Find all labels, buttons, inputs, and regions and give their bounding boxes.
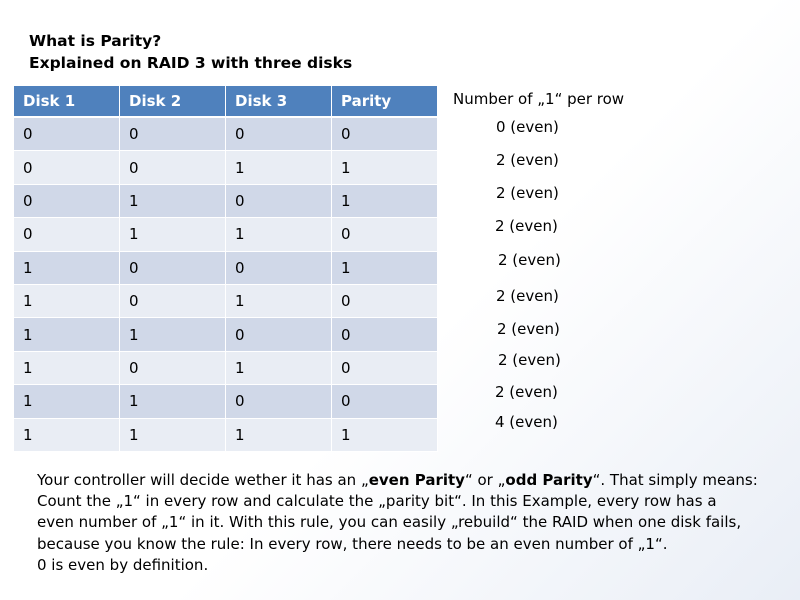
cell-disk-1: 1 xyxy=(14,419,120,452)
row-count: 0 (even) xyxy=(496,118,559,136)
explanation-line-3: even number of „1“ in it. With this rule, you can easily „rebuild“ the RAID when one disk fails, xyxy=(37,513,742,532)
even-parity-term: even Parity xyxy=(368,471,465,489)
cell-disk-2: 1 xyxy=(120,419,226,452)
row-count: 2 (even) xyxy=(496,287,559,305)
cell-disk-1: 0 xyxy=(14,151,120,184)
cell-disk-3: 1 xyxy=(226,285,332,318)
row-count: 2 (even) xyxy=(496,184,559,202)
row-count: 2 (even) xyxy=(496,151,559,169)
row-count: 2 (even) xyxy=(497,320,560,338)
table-row xyxy=(14,385,438,418)
odd-parity-term: odd Parity xyxy=(505,471,593,489)
row-count: 2 (even) xyxy=(495,383,558,401)
cell-disk-3: 1 xyxy=(226,218,332,251)
cell-parity: 0 xyxy=(332,318,438,351)
parity-table xyxy=(14,86,438,452)
cell-parity: 1 xyxy=(332,151,438,184)
row-count: 2 (even) xyxy=(498,351,561,369)
cell-disk-3: 1 xyxy=(226,352,332,385)
cell-disk-3: 1 xyxy=(226,419,332,452)
explanation-line-2: Count the „1“ in every row and calculate the „parity bit“. In this Example, every row has a xyxy=(37,492,717,511)
row-count: 4 (even) xyxy=(495,413,558,431)
table-row xyxy=(14,419,438,452)
count-header: Number of „1“ per row xyxy=(453,90,625,108)
table-row xyxy=(14,218,438,251)
cell-disk-1: 1 xyxy=(14,352,120,385)
cell-disk-1: 1 xyxy=(14,252,120,285)
table-row xyxy=(14,118,438,151)
title-line-1: What is Parity? xyxy=(29,32,162,50)
table-row xyxy=(14,185,438,218)
cell-parity: 1 xyxy=(332,185,438,218)
cell-disk-2: 0 xyxy=(120,352,226,385)
cell-disk-3: 0 xyxy=(226,385,332,418)
cell-disk-1: 0 xyxy=(14,118,120,151)
cell-disk-1: 1 xyxy=(14,385,120,418)
explanation-line-1-pre: Your controller will decide wether it has an „ xyxy=(37,471,369,489)
cell-parity: 1 xyxy=(332,419,438,452)
table-row xyxy=(14,318,438,351)
row-count: 2 (even) xyxy=(498,251,561,269)
cell-disk-3: 0 xyxy=(226,252,332,285)
explanation-line-1-mid: “ or „ xyxy=(464,471,506,489)
cell-disk-2: 1 xyxy=(120,218,226,251)
cell-disk-2: 0 xyxy=(120,285,226,318)
table-header-row xyxy=(14,86,438,118)
cell-disk-3: 0 xyxy=(226,318,332,351)
header-disk-1: Disk 1 xyxy=(14,86,120,118)
explanation-line-1-post: “. That simply means: xyxy=(592,471,758,489)
table-row xyxy=(14,252,438,285)
cell-parity: 0 xyxy=(332,118,438,151)
explanation-text xyxy=(37,470,797,576)
cell-parity: 0 xyxy=(332,285,438,318)
explanation-line-4: because you know the rule: In every row, there needs to be an even number of „1“. xyxy=(37,534,668,553)
explanation-line-1 xyxy=(37,470,797,491)
cell-disk-2: 1 xyxy=(120,385,226,418)
cell-parity: 0 xyxy=(332,352,438,385)
cell-disk-1: 0 xyxy=(14,218,120,251)
cell-disk-3: 0 xyxy=(226,185,332,218)
cell-parity: 0 xyxy=(332,385,438,418)
cell-disk-3: 0 xyxy=(226,118,332,151)
cell-parity: 0 xyxy=(332,218,438,251)
cell-disk-1: 1 xyxy=(14,285,120,318)
cell-disk-2: 0 xyxy=(120,118,226,151)
cell-disk-3: 1 xyxy=(226,151,332,184)
cell-disk-2: 0 xyxy=(120,252,226,285)
row-count: 2 (even) xyxy=(495,217,558,235)
header-parity: Parity xyxy=(332,86,438,118)
explanation-line-5: 0 is even by definition. xyxy=(37,555,209,574)
header-disk-2: Disk 2 xyxy=(120,86,226,118)
table-row xyxy=(14,151,438,184)
page-title xyxy=(29,30,352,74)
cell-disk-2: 0 xyxy=(120,151,226,184)
title-line-2: Explained on RAID 3 with three disks xyxy=(29,54,353,72)
cell-parity: 1 xyxy=(332,252,438,285)
cell-disk-1: 1 xyxy=(14,318,120,351)
header-disk-3: Disk 3 xyxy=(226,86,332,118)
table-row xyxy=(14,285,438,318)
cell-disk-2: 1 xyxy=(120,318,226,351)
table-row xyxy=(14,352,438,385)
cell-disk-2: 1 xyxy=(120,185,226,218)
cell-disk-1: 0 xyxy=(14,185,120,218)
